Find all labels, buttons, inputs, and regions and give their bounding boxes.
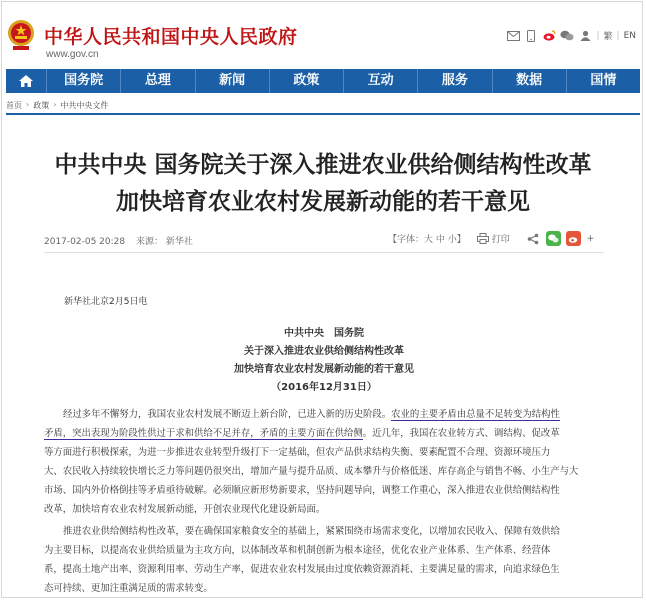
main-nav [6,69,640,93]
nav-item-data[interactable]: 数据 [492,69,566,93]
publish-timestamp: 2017-02-05 20:28 [44,237,126,247]
header-divider [6,113,640,115]
breadcrumb-home[interactable]: 首页 [6,101,22,110]
document-title-line: 加快培育农业农村发展新动能的若干意见 [234,364,414,375]
home-icon [18,74,34,88]
paragraph-line: 大、农民收入持续较快增长乏力等问题仍很突出，增加产量与提升品质、成本攀升与价格低迷、库存高企与销售不畅、小生产与大 [44,466,579,477]
nav-item-national-info[interactable]: 国情 [566,69,640,93]
share-icon[interactable] [527,233,539,245]
site-header [6,18,640,66]
wechat-share-icon[interactable] [546,231,561,246]
text-segment: 。近几年，我国在农业转方式、调结构、促改革 [362,428,560,439]
nav-item-state-council[interactable]: 国务院 [46,69,120,93]
paragraph [44,522,604,598]
print-button[interactable]: 打印 [491,235,510,245]
breadcrumb-arrow-icon: › [53,100,57,109]
top-links [506,29,636,42]
dateline: 新华社北京2月5日电 [64,297,148,307]
weibo-icon[interactable] [542,30,556,42]
breadcrumb-arrow-icon: › [26,100,30,109]
paragraph-line: 系，提高土地产出率、资源利用率、劳动生产率，促进农业农村发展由过度依赖资源消耗、主要满足量的需求，向追求绿色生 [44,564,560,575]
paragraph-line: 为主要目标，以提高农业供给质量为主攻方向，以体制改革和机制创新为根本途径，优化农业产业体系、生产体系、经营体 [44,545,551,556]
document-issuer: 中共中央 国务院 [284,328,364,339]
nav-item-interaction[interactable]: 互动 [343,69,417,93]
site-url[interactable]: www.gov.cn [46,49,99,60]
text-segment: 经过多年不懈努力，我国农业农村发展不断迈上新台阶，已进入新的历史阶段。 [63,409,392,420]
paragraph-line: 推进农业供给侧结构性改革，要在确保国家粮食安全的基础上，紧紧围绕市场需求变化，以增加农民收入、保障有效供给 [63,526,560,537]
nav-home-button[interactable] [6,69,46,93]
nav-item-services[interactable]: 服务 [417,69,491,93]
wechat-icon[interactable] [560,30,574,42]
article-source: 来源： 新华社 [135,237,193,247]
document-date: （2016年12月31日） [271,382,377,393]
font-size-selector[interactable]: 【字体：大 中 小】 [388,235,466,245]
breadcrumb [6,100,108,111]
paragraph [44,405,604,519]
user-icon[interactable] [578,30,592,42]
paragraph-line: 市场、国内外价格倒挂等矛盾亟待破解。必须顺应新形势新要求，坚持问题导向，调整工作重心，深入推进农业供给侧结构性 [44,485,560,496]
article-meta [44,234,201,247]
nav-item-premier[interactable]: 总理 [120,69,194,93]
paragraph-line: 态可持续、更加注重满足质的需求转变。 [44,583,213,594]
mail-icon[interactable] [506,30,520,42]
national-emblem-icon[interactable] [6,18,36,52]
more-share-button[interactable]: + [586,233,595,244]
article-tools [388,231,594,246]
paragraph-line [44,424,604,443]
paragraph-line [44,405,604,424]
nav-item-news[interactable]: 新闻 [195,69,269,93]
underlined-text: 矛盾，突出表现为阶段性供过于求和供给不足并存，矛盾的主要方面在供给侧 [44,428,363,439]
lang-english-link[interactable]: EN [623,30,636,41]
paragraph-line: 等方面进行积极探索，为进一步推进农业转型升级打下一定基础，但农产品供求结构失衡、要素配置不合理、资源环境压力 [44,447,551,458]
article-title [12,147,634,221]
breadcrumb-policies[interactable]: 政策 [33,101,50,110]
document-title-line: 关于深入推进农业供给侧结构性改革 [244,346,404,357]
weibo-share-icon[interactable] [566,231,581,246]
meta-divider [44,252,604,253]
lang-traditional-link[interactable]: 繁 [603,32,613,42]
site-title[interactable]: 中华人民共和国中央人民政府 [44,26,298,48]
article-title-line: 中共中央 国务院关于深入推进农业供给侧结构性改革 [54,152,592,178]
breadcrumb-central-documents[interactable]: 中共中央文件 [60,101,109,110]
separator: | [616,30,620,41]
nav-item-policies[interactable]: 政策 [269,69,343,93]
underlined-text: 农业的主要矛盾由总量不足转变为结构性 [391,409,560,420]
article-title-line: 加快培育农业农村发展新动能的若干意见 [116,189,530,215]
print-icon[interactable] [477,233,489,244]
mobile-icon[interactable] [524,30,538,42]
separator: | [596,30,600,41]
paragraph-line: 改革，加快培育农业农村发展新动能，开创农业现代化建设新局面。 [44,504,326,515]
